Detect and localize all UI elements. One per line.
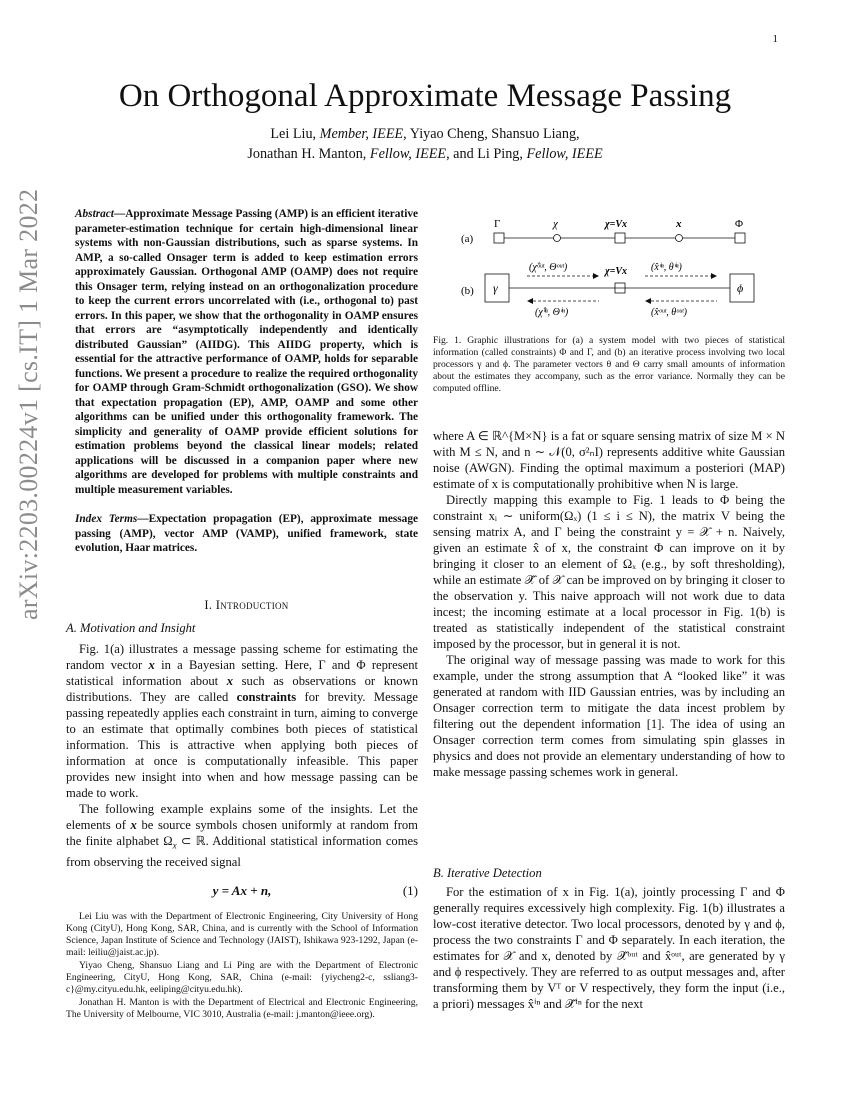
message-label: (χ̂ⁱⁿ, Θⁱⁿ) [535,307,569,318]
subsection-heading: B. Iterative Detection [433,866,542,880]
author-role: Member, IEEE [319,126,404,142]
paragraph: The original way of message passing was made to work for this example, under the strong assumption that A “looked like” it was generated at random with IID Gaussian entries, was by including an Onsager correction term to mitigate the data incest problem by filtering out the dependent information [1]. The idea of using an Onsager correction term comes from simulating spin glasses in physics and does not provide an elementary understanding of how to make message passing schemes work in general. [433,653,785,779]
abstract [75,207,418,497]
text-run: Fig. 1(a) illustrates a message passing scheme for estimating the random vector [66,642,418,672]
node-label: Γ [494,218,501,230]
subsection-heading: A. Motivation and Insight [66,621,196,635]
equation-number: (1) [402,883,418,898]
paper-title: On Orthogonal Approximate Message Passing [118,78,732,114]
text-run: for brevity. Message passing repeatedly applies each constraint in turn, aiming to converge to an estimate that optimally combines both pieces of statistical information. This is attractive when applying both pieces of information at once is computationally infeasible. This paper provides new insight into when and how message passing can be made to work. [66,690,418,800]
text-run: such as observations or known distributions. They are called [66,674,418,704]
arxiv-stamp: arXiv:2203.00224v1 [cs.IT] 1 Mar 2022 [14,188,43,620]
right-column-body [433,428,785,780]
transform-box [615,233,625,243]
footnotes [66,911,418,1022]
paragraph [66,801,418,870]
page-number: 1 [772,33,778,45]
node-label: χ=Vx [605,219,628,230]
row-b-label: (b) [461,285,474,297]
figure-1 [455,212,795,332]
node-label: χ [553,218,558,230]
paragraph [66,641,418,801]
arrow-head [711,273,717,279]
author-role: Fellow, IEEE [369,146,447,162]
footnote: Jonathan H. Manton is with the Department of Electrical and Electronic Engineering, The University of Melbourne, VIC 3010, Australia (e-mail: j.manton@ieee.org). [66,997,418,1020]
figure-caption: Fig. 1. Graphic illustrations for (a) a system model with two pieces of statistical information (called constraints) Φ and Γ, and (b) an iterative process involving two local processors γ and ϕ. The parameter vectors θ and Θ carry small amounts of information about the estimates they accompany, such as the error variance. Normally they can be computed offline. [433,335,785,394]
index-terms-label: Index Terms [75,513,138,525]
arrow-head [593,273,599,279]
abstract-text: —Approximate Message Passing (AMP) is an efficient iterative parameter-estimation technique for certain high-dimensional linear systems with non-Gaussian distributions, such as sparse systems. In AMP, a so-called Onsager term is added to keep estimation errors approximately Gaussian. Orthogonal AMP (OAMP) does not require this Onsager term, relying instead on an orthogonalization procedure to keep the current errors uncorrelated with (i.e., orthogonal to) past errors. In this paper, we show that the orthogonality in OAMP ensures that errors are “asymptotically independently and identically distributed Gaussian” (AIIDG). This AIIDG property, which is essential for the attractive performance of OAMP, holds for separable functions. We present a procedure to realize the required orthogonality for OAMP through Gram-Schmidt orthogonalization (GSO). We show that expectation propagation (EP), AMP, OAMP and some other algorithms can be unified under this orthogonality framework. The simplicity and generality of OAMP provide efficient solutions for estimation problems beyond the classical linear models; related applications will be discussed in a companion paper where new algorithms are developed for problems with multiple constraints and multiple measurement variables. [75,208,418,496]
text-run: be source symbols chosen uniformly at random from the finite alphabet Ω [66,818,418,848]
index-terms-text: —Expectation propagation (EP), approximate message passing (AMP), vector AMP (VAMP), unified framework, state evolution, Haar matrices. [75,513,418,554]
message-label: (χ̂ᵒᵘᵗ, Θᵒᵘᵗ) [529,262,568,273]
gamma-box [494,233,504,243]
paragraph: For the estimation of x in Fig. 1(a), jointly processing Γ and Φ generally requires excessively high complexity. Fig. 1(b) illustrates a low-cost iterative detector. Two local processors, denoted by γ and ϕ, process the two constraints Γ and Φ separately. In each iteration, the estimates for 𝒳 and x, denoted by 𝒳̂ᵒᵘᵗ and x̂ᵒᵘᵗ, are generated by γ and ϕ respectively. They are referred to as output messages and, after transforming them by Vᵀ or V respectively, they form the input (i.e., a priori) messages x̂ⁱⁿ and 𝒳̂ⁱⁿ for the next [433,885,785,1011]
author-line-2 [0,146,850,163]
message-label: (x̂ᵒᵘᵗ, θᵒᵘᵗ) [651,307,687,318]
left-column-body [66,641,418,870]
index-terms [75,512,418,556]
node-label: χ=Vx [605,266,628,277]
arrow-head [527,298,533,304]
math-subscript: x [172,840,177,851]
footnote: Lei Liu was with the Department of Electronic Engineering, City University of Hong Kong (CityU), Hong Kong, SAR, China, and is currently with the School of Information Science, Japan Institute of Science and Technology (JAIST), Ishikawa 923-1292, Japan (e-mail: leiliu@jaist.ac.jp). [66,911,418,958]
equation-body: y = Ax + n, [212,883,272,898]
processor-label: γ [493,281,498,295]
author-name: Jonathan H. Manton, [247,146,367,162]
math-symbol: x [130,818,137,832]
phi-box [735,233,745,243]
author-line-1 [0,126,850,143]
bold-term: constraints [236,690,297,704]
right-column-body-2 [433,884,785,1012]
node-label: x [676,218,682,230]
text-run: in a Bayesian setting. Here, Γ and Φ represent statistical information about [66,658,418,688]
row-a-label: (a) [461,233,474,245]
text-run: ⊂ ℝ. Additional statistical information comes from observing the received signal [66,834,418,869]
section-heading: I. Introduction [204,598,289,612]
author-name: , Yiyao Cheng, Shansuo Liang, [403,126,580,142]
abstract-label: Abstract [75,208,114,220]
message-label: (x̂ⁱⁿ, θⁱⁿ) [651,262,682,273]
author-name: , and Li Ping, [446,146,523,162]
footnote: Yiyao Cheng, Shansuo Liang and Li Ping are with the Department of Electronic Engineering, CityU, Hong Kong, SAR, China (e-mail: {yiycheng2-c, ssliang3-c}@my.cityu.edu.hk, eeliping@cityu.edu.hk). [66,960,418,995]
paragraph: Directly mapping this example to Fig. 1 leads to Φ being the constraint xᵢ ∼ uniform(Ωₓ) (1 ≤ i ≤ N), the matrix V being the sensing matrix A, and Γ being the constraint y = 𝒳 + n. Naively, given an estimate x̂ of x, the constraint Φ can improve on it by bringing it closer to an element of Ωₓ (e.g., by soft thresholding), while an estimate 𝒳̂ of 𝒳 can be improved on by bringing it closer to the observation y. This naive approach will not work due to data incest; the incoming estimate at a local processor in Fig. 1(b) is treated as statistically independent of the statistical constraint imposed by the processor, but in general it is not. [433,493,785,651]
arrow-head [645,298,651,304]
text-run: The following example explains some of the insights. Let the elements of [66,802,418,832]
author-name: Lei Liu, [270,126,317,142]
processor-label: ϕ [737,281,744,295]
chi-node [554,235,561,242]
paragraph: where A ∈ ℝ^{M×N} is a fat or square sensing matrix of size M × N with M ≤ N, and n ∼ 𝒩(0, σ²ₙI) represents additive white Gaussian noise (AWGN). Finding the optimal maximum a posteriori (MAP) estimate of x is computationally prohibitive when N is large. [433,429,785,491]
node-label: Φ [735,218,744,230]
author-role: Fellow, IEEE [526,146,603,162]
x-node [676,235,683,242]
math-symbol: x [226,674,234,688]
math-symbol: x [148,658,155,672]
